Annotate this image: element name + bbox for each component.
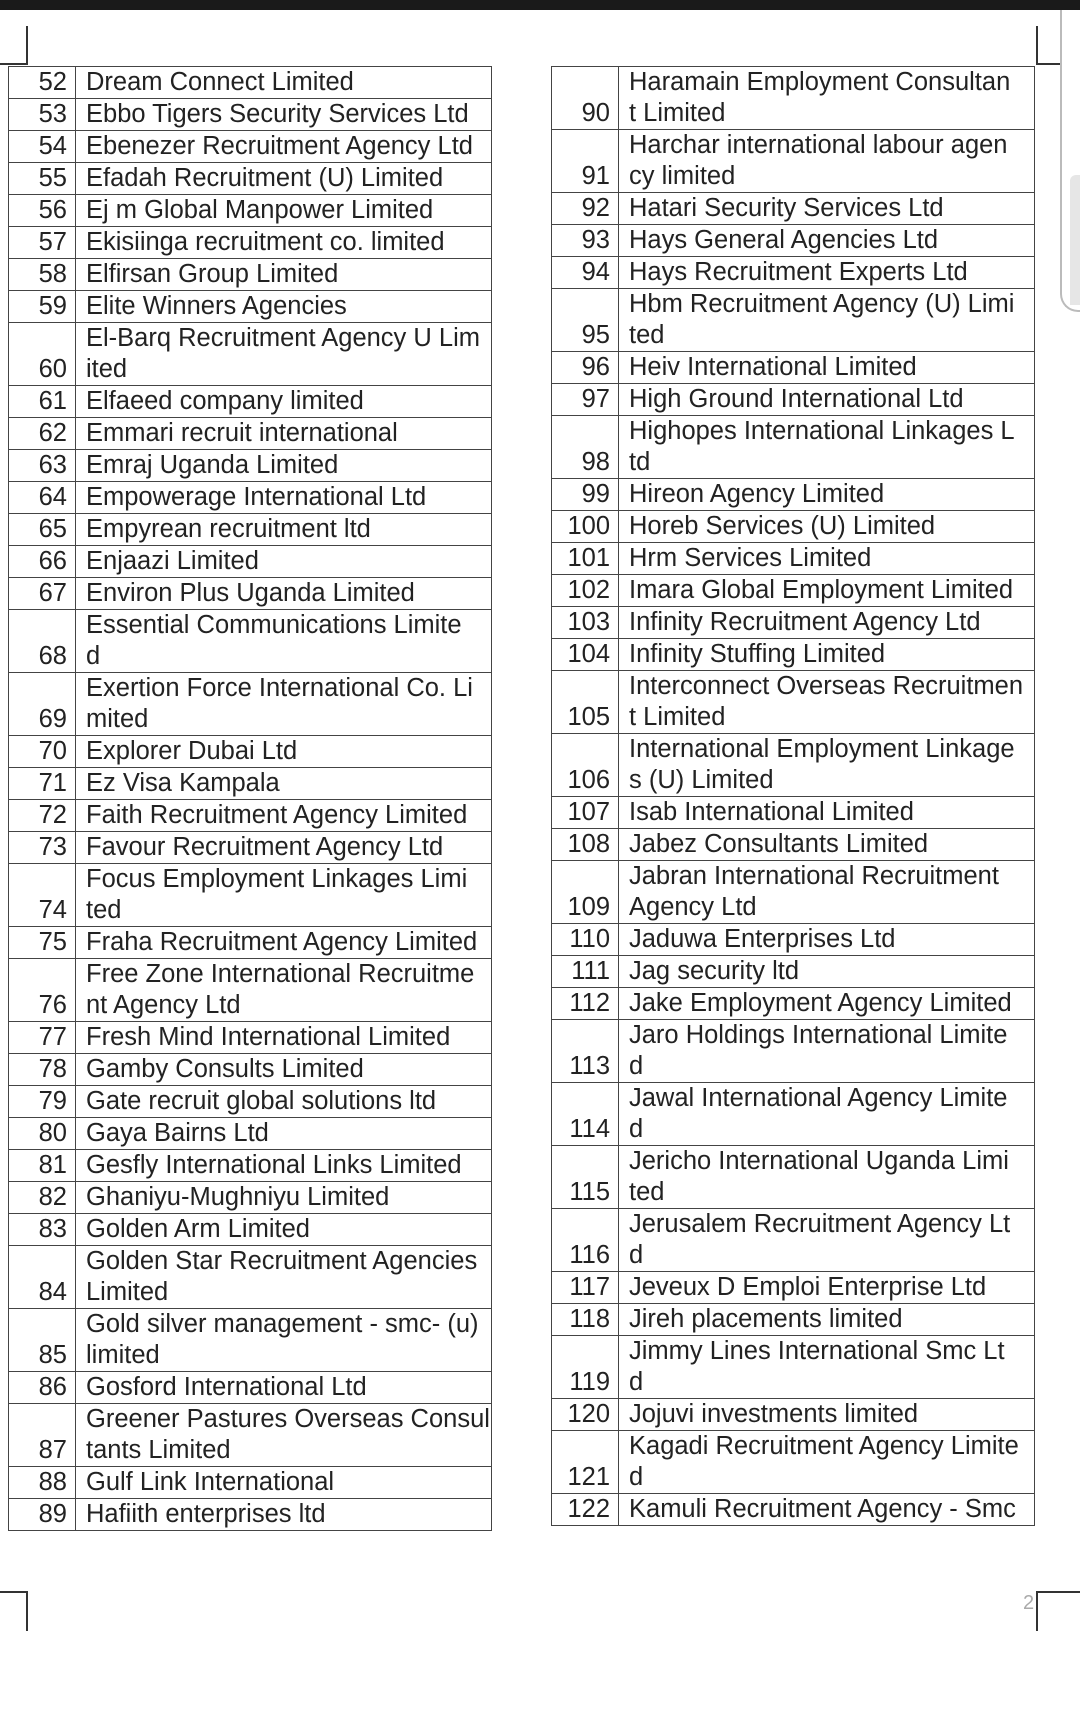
row-number: 72 bbox=[9, 800, 76, 832]
agency-name: Fraha Recruitment Agency Limited bbox=[76, 927, 492, 959]
table-row bbox=[9, 418, 492, 450]
table-row bbox=[9, 1150, 492, 1182]
row-number: 68 bbox=[9, 610, 76, 673]
row-number: 102 bbox=[552, 575, 619, 607]
agency-name: Gulf Link International bbox=[76, 1467, 492, 1499]
agency-name: Jawal International Agency Limite d bbox=[619, 1083, 1035, 1146]
row-number: 78 bbox=[9, 1054, 76, 1086]
table-row bbox=[9, 259, 492, 291]
table-row bbox=[552, 130, 1035, 193]
agency-name: Ebbo Tigers Security Services Ltd bbox=[76, 99, 492, 131]
row-number: 101 bbox=[552, 543, 619, 575]
agency-name: Gosford International Ltd bbox=[76, 1372, 492, 1404]
row-number: 54 bbox=[9, 131, 76, 163]
row-number: 56 bbox=[9, 195, 76, 227]
row-number: 89 bbox=[9, 1499, 76, 1531]
table-row bbox=[552, 257, 1035, 289]
row-number: 119 bbox=[552, 1336, 619, 1399]
row-number: 116 bbox=[552, 1209, 619, 1272]
agency-name: Free Zone International Recruitme nt Agency Ltd bbox=[76, 959, 492, 1022]
agency-name: Jaro Holdings International Limite d bbox=[619, 1020, 1035, 1083]
table-row bbox=[9, 1372, 492, 1404]
crop-mark-top-left bbox=[0, 63, 28, 65]
agency-name: Empowerage International Ltd bbox=[76, 482, 492, 514]
table-row bbox=[552, 352, 1035, 384]
row-number: 75 bbox=[9, 927, 76, 959]
agency-name: Exertion Force International Co. Li mited bbox=[76, 673, 492, 736]
row-number: 70 bbox=[9, 736, 76, 768]
agency-name: Ej m Global Manpower Limited bbox=[76, 195, 492, 227]
table-row bbox=[552, 225, 1035, 257]
table-row bbox=[552, 1272, 1035, 1304]
table-row bbox=[9, 99, 492, 131]
table-row bbox=[9, 1182, 492, 1214]
agency-name: Jericho International Uganda Limi ted bbox=[619, 1146, 1035, 1209]
table-row bbox=[9, 1309, 492, 1372]
row-number: 109 bbox=[552, 861, 619, 924]
agency-name: Emmari recruit international bbox=[76, 418, 492, 450]
agency-name: Jabran International Recruitment Agency Ltd bbox=[619, 861, 1035, 924]
agency-name: Jaduwa Enterprises Ltd bbox=[619, 924, 1035, 956]
row-number: 111 bbox=[552, 956, 619, 988]
table-row bbox=[9, 736, 492, 768]
agency-name: Jimmy Lines International Smc Lt d bbox=[619, 1336, 1035, 1399]
agency-name: Ekisiinga recruitment co. limited bbox=[76, 227, 492, 259]
right-agency-table bbox=[551, 66, 1035, 1526]
table-row bbox=[552, 1209, 1035, 1272]
table-row bbox=[9, 959, 492, 1022]
table-row bbox=[9, 514, 492, 546]
table-row bbox=[9, 1054, 492, 1086]
agency-name: Gesfly International Links Limited bbox=[76, 1150, 492, 1182]
row-number: 76 bbox=[9, 959, 76, 1022]
table-row bbox=[9, 768, 492, 800]
table-row bbox=[9, 1022, 492, 1054]
table-row bbox=[552, 1083, 1035, 1146]
row-number: 94 bbox=[552, 257, 619, 289]
row-number: 99 bbox=[552, 479, 619, 511]
row-number: 65 bbox=[9, 514, 76, 546]
row-number: 67 bbox=[9, 578, 76, 610]
table-row bbox=[9, 1499, 492, 1531]
row-number: 93 bbox=[552, 225, 619, 257]
row-number: 88 bbox=[9, 1467, 76, 1499]
agency-name: Horeb Services (U) Limited bbox=[619, 511, 1035, 543]
table-row bbox=[9, 227, 492, 259]
row-number: 53 bbox=[9, 99, 76, 131]
agency-name: Heiv International Limited bbox=[619, 352, 1035, 384]
table-row bbox=[9, 1467, 492, 1499]
agency-name: Hbm Recruitment Agency (U) Limi ted bbox=[619, 289, 1035, 352]
row-number: 90 bbox=[552, 67, 619, 130]
table-row bbox=[9, 1404, 492, 1467]
row-number: 87 bbox=[9, 1404, 76, 1467]
row-number: 106 bbox=[552, 734, 619, 797]
row-number: 85 bbox=[9, 1309, 76, 1372]
agency-name: Jeveux D Emploi Enterprise Ltd bbox=[619, 1272, 1035, 1304]
agency-name: Jojuvi investments limited bbox=[619, 1399, 1035, 1431]
row-number: 66 bbox=[9, 546, 76, 578]
agency-name: Hays Recruitment Experts Ltd bbox=[619, 257, 1035, 289]
table-row bbox=[552, 1399, 1035, 1431]
table-row bbox=[552, 193, 1035, 225]
row-number: 92 bbox=[552, 193, 619, 225]
agency-name: Efadah Recruitment (U) Limited bbox=[76, 163, 492, 195]
row-number: 55 bbox=[9, 163, 76, 195]
agency-name: Kagadi Recruitment Agency Limite d bbox=[619, 1431, 1035, 1494]
agency-name: Isab International Limited bbox=[619, 797, 1035, 829]
table-row bbox=[9, 1086, 492, 1118]
table-row bbox=[9, 291, 492, 323]
left-agency-table bbox=[8, 66, 492, 1531]
table-row bbox=[552, 924, 1035, 956]
agency-name: Enjaazi Limited bbox=[76, 546, 492, 578]
agency-name: High Ground International Ltd bbox=[619, 384, 1035, 416]
agency-name: Jabez Consultants Limited bbox=[619, 829, 1035, 861]
agency-name: Hrm Services Limited bbox=[619, 543, 1035, 575]
table-row bbox=[9, 195, 492, 227]
row-number: 112 bbox=[552, 988, 619, 1020]
table-row bbox=[9, 450, 492, 482]
row-number: 74 bbox=[9, 864, 76, 927]
table-row bbox=[9, 927, 492, 959]
crop-mark-bottom-left bbox=[0, 1591, 28, 1593]
agency-name: Ghaniyu-Mughniyu Limited bbox=[76, 1182, 492, 1214]
table-row bbox=[9, 386, 492, 418]
table-row bbox=[9, 832, 492, 864]
table-row bbox=[552, 479, 1035, 511]
table-row bbox=[552, 1336, 1035, 1399]
row-number: 69 bbox=[9, 673, 76, 736]
agency-name: Jireh placements limited bbox=[619, 1304, 1035, 1336]
table-row bbox=[552, 511, 1035, 543]
agency-name: Focus Employment Linkages Limi ted bbox=[76, 864, 492, 927]
row-number: 118 bbox=[552, 1304, 619, 1336]
row-number: 58 bbox=[9, 259, 76, 291]
agency-name: Elite Winners Agencies bbox=[76, 291, 492, 323]
agency-name: Highopes International Linkages L td bbox=[619, 416, 1035, 479]
agency-name: Elfirsan Group Limited bbox=[76, 259, 492, 291]
agency-name: Jag security ltd bbox=[619, 956, 1035, 988]
crop-mark-bottom-left bbox=[26, 1591, 28, 1631]
crop-mark-top-right bbox=[1036, 26, 1038, 64]
row-number: 82 bbox=[9, 1182, 76, 1214]
agency-name: Interconnect Overseas Recruitmen t Limited bbox=[619, 671, 1035, 734]
agency-name: International Employment Linkage s (U) Limited bbox=[619, 734, 1035, 797]
agency-name: Fresh Mind International Limited bbox=[76, 1022, 492, 1054]
agency-name: Essential Communications Limite d bbox=[76, 610, 492, 673]
agency-name: Gamby Consults Limited bbox=[76, 1054, 492, 1086]
agency-name: Environ Plus Uganda Limited bbox=[76, 578, 492, 610]
row-number: 104 bbox=[552, 639, 619, 671]
row-number: 121 bbox=[552, 1431, 619, 1494]
row-number: 52 bbox=[9, 67, 76, 99]
row-number: 98 bbox=[552, 416, 619, 479]
agency-name: Golden Arm Limited bbox=[76, 1214, 492, 1246]
top-status-bar bbox=[0, 0, 1080, 10]
table-row bbox=[9, 578, 492, 610]
agency-name: Gaya Bairns Ltd bbox=[76, 1118, 492, 1150]
row-number: 57 bbox=[9, 227, 76, 259]
table-row bbox=[552, 416, 1035, 479]
row-number: 120 bbox=[552, 1399, 619, 1431]
row-number: 113 bbox=[552, 1020, 619, 1083]
table-row bbox=[9, 610, 492, 673]
agency-name: Emraj Uganda Limited bbox=[76, 450, 492, 482]
row-number: 96 bbox=[552, 352, 619, 384]
row-number: 95 bbox=[552, 289, 619, 352]
table-row bbox=[552, 797, 1035, 829]
agency-name: El-Barq Recruitment Agency U Lim ited bbox=[76, 323, 492, 386]
agency-name: Kamuli Recruitment Agency - Smc bbox=[619, 1494, 1035, 1526]
row-number: 59 bbox=[9, 291, 76, 323]
table-row bbox=[9, 800, 492, 832]
row-number: 100 bbox=[552, 511, 619, 543]
table-row bbox=[9, 1118, 492, 1150]
agency-name: Haramain Employment Consultan t Limited bbox=[619, 67, 1035, 130]
table-row bbox=[552, 988, 1035, 1020]
table-row bbox=[552, 67, 1035, 130]
row-number: 77 bbox=[9, 1022, 76, 1054]
row-number: 115 bbox=[552, 1146, 619, 1209]
table-row bbox=[552, 671, 1035, 734]
page-number: 2 bbox=[1023, 1592, 1035, 1614]
row-number: 108 bbox=[552, 829, 619, 861]
agency-name: Elfaeed company limited bbox=[76, 386, 492, 418]
table-row bbox=[552, 861, 1035, 924]
agency-name: Faith Recruitment Agency Limited bbox=[76, 800, 492, 832]
table-row bbox=[9, 673, 492, 736]
table-row bbox=[9, 1246, 492, 1309]
table-row bbox=[552, 829, 1035, 861]
agency-name: Gold silver management - smc- (u) limited bbox=[76, 1309, 492, 1372]
side-scroll-tab[interactable] bbox=[1060, 10, 1080, 312]
table-row bbox=[552, 384, 1035, 416]
row-number: 103 bbox=[552, 607, 619, 639]
table-row bbox=[552, 639, 1035, 671]
agency-name: Ebenezer Recruitment Agency Ltd bbox=[76, 131, 492, 163]
table-row bbox=[552, 607, 1035, 639]
table-row bbox=[552, 289, 1035, 352]
agency-name: Harchar international labour agen cy limited bbox=[619, 130, 1035, 193]
row-number: 80 bbox=[9, 1118, 76, 1150]
table-row bbox=[552, 1431, 1035, 1494]
table-row bbox=[9, 1214, 492, 1246]
row-number: 79 bbox=[9, 1086, 76, 1118]
row-number: 60 bbox=[9, 323, 76, 386]
row-number: 62 bbox=[9, 418, 76, 450]
row-number: 91 bbox=[552, 130, 619, 193]
row-number: 63 bbox=[9, 450, 76, 482]
agency-name: Infinity Stuffing Limited bbox=[619, 639, 1035, 671]
side-scroll-handle[interactable] bbox=[1070, 175, 1080, 305]
table-row bbox=[552, 956, 1035, 988]
row-number: 73 bbox=[9, 832, 76, 864]
crop-mark-bottom-right bbox=[1036, 1591, 1080, 1593]
agency-name: Greener Pastures Overseas Consul tants Limited bbox=[76, 1404, 492, 1467]
agency-name: Explorer Dubai Ltd bbox=[76, 736, 492, 768]
agency-name: Jerusalem Recruitment Agency Lt d bbox=[619, 1209, 1035, 1272]
agency-name: Hays General Agencies Ltd bbox=[619, 225, 1035, 257]
row-number: 122 bbox=[552, 1494, 619, 1526]
table-row bbox=[552, 1494, 1035, 1526]
table-row bbox=[552, 1020, 1035, 1083]
table-row bbox=[552, 734, 1035, 797]
row-number: 83 bbox=[9, 1214, 76, 1246]
agency-name: Gate recruit global solutions ltd bbox=[76, 1086, 492, 1118]
table-row bbox=[552, 575, 1035, 607]
row-number: 81 bbox=[9, 1150, 76, 1182]
table-row bbox=[9, 482, 492, 514]
row-number: 105 bbox=[552, 671, 619, 734]
row-number: 84 bbox=[9, 1246, 76, 1309]
agency-name: Favour Recruitment Agency Ltd bbox=[76, 832, 492, 864]
row-number: 71 bbox=[9, 768, 76, 800]
table-row bbox=[552, 1304, 1035, 1336]
row-number: 61 bbox=[9, 386, 76, 418]
table-row bbox=[9, 864, 492, 927]
agency-name: Dream Connect Limited bbox=[76, 67, 492, 99]
crop-mark-top-left bbox=[26, 26, 28, 64]
table-row bbox=[9, 323, 492, 386]
agency-name: Hatari Security Services Ltd bbox=[619, 193, 1035, 225]
agency-name: Hireon Agency Limited bbox=[619, 479, 1035, 511]
row-number: 97 bbox=[552, 384, 619, 416]
agency-name: Infinity Recruitment Agency Ltd bbox=[619, 607, 1035, 639]
row-number: 117 bbox=[552, 1272, 619, 1304]
row-number: 110 bbox=[552, 924, 619, 956]
table-row bbox=[552, 1146, 1035, 1209]
row-number: 107 bbox=[552, 797, 619, 829]
table-row bbox=[9, 131, 492, 163]
row-number: 114 bbox=[552, 1083, 619, 1146]
table-row bbox=[9, 546, 492, 578]
agency-name: Empyrean recruitment ltd bbox=[76, 514, 492, 546]
row-number: 64 bbox=[9, 482, 76, 514]
agency-name: Jake Employment Agency Limited bbox=[619, 988, 1035, 1020]
agency-name: Imara Global Employment Limited bbox=[619, 575, 1035, 607]
table-row bbox=[9, 163, 492, 195]
row-number: 86 bbox=[9, 1372, 76, 1404]
agency-name: Ez Visa Kampala bbox=[76, 768, 492, 800]
crop-mark-bottom-right bbox=[1036, 1591, 1038, 1631]
table-row bbox=[9, 67, 492, 99]
agency-name: Golden Star Recruitment Agencies Limited bbox=[76, 1246, 492, 1309]
agency-name: Hafiith enterprises ltd bbox=[76, 1499, 492, 1531]
table-row bbox=[552, 543, 1035, 575]
